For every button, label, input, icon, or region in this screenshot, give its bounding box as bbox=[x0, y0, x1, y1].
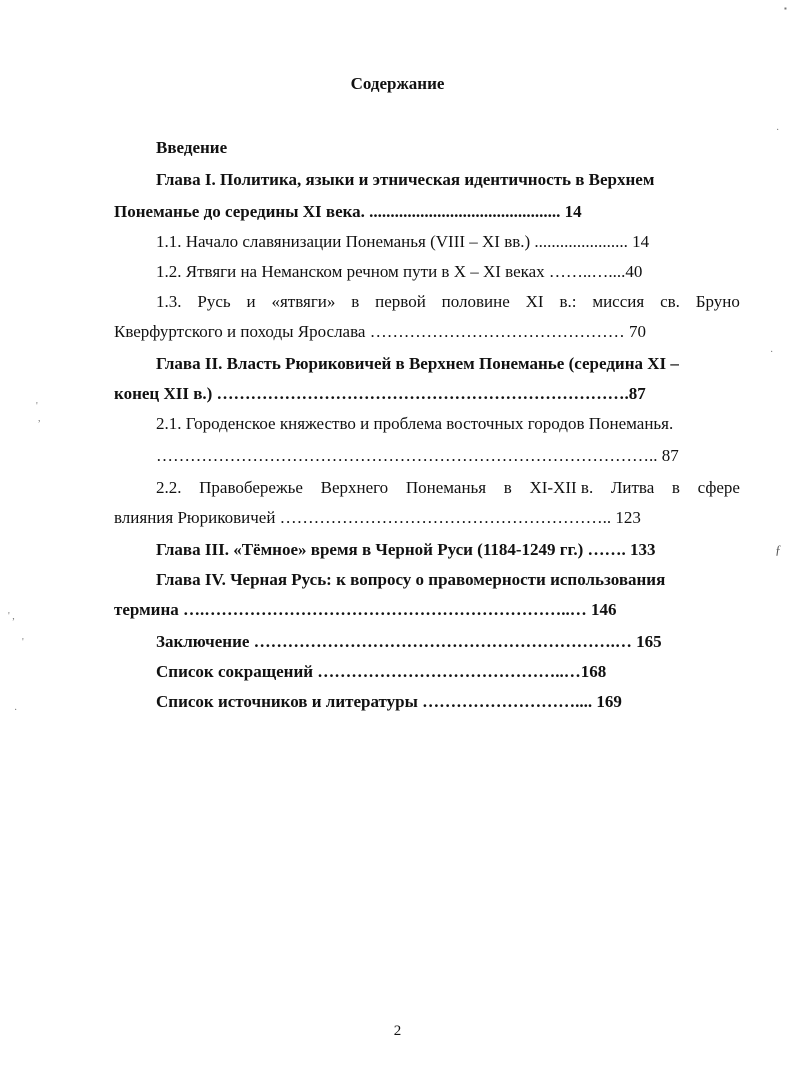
toc-conclusion: Заключение ……………………………………………………….… 165 bbox=[156, 632, 662, 651]
scan-speck: ' bbox=[22, 637, 24, 648]
word: в.: bbox=[559, 292, 577, 311]
word: Русь bbox=[197, 292, 231, 311]
word: в bbox=[671, 478, 680, 497]
toc-chapter-1-line-1: Глава I. Политика, языки и этническая идентичность в Верхнем bbox=[156, 170, 655, 189]
word: 2.2. bbox=[156, 478, 182, 497]
word: св. bbox=[660, 292, 680, 311]
scan-speck: · bbox=[14, 705, 18, 716]
toc-chapter-1-line-2: Понеманье до середины XI века. ............................................. 14 bbox=[114, 202, 582, 221]
toc-chapter-4-line-1: Глава IV. Черная Русь: к вопросу о правомерности использования bbox=[156, 570, 666, 589]
word: Верхнего bbox=[320, 478, 389, 497]
page-number: 2 bbox=[393, 1023, 402, 1039]
word: Правобережье bbox=[199, 478, 303, 497]
toc-chapter-3: Глава III. «Тёмное» время в Черной Руси (1184-1249 гг.) ……. 133 bbox=[156, 540, 656, 559]
toc-chapter-4-line-2: термина ….………………………………………………………..… 146 bbox=[114, 600, 617, 619]
page-title: Содержание bbox=[350, 74, 445, 93]
word: «ятвяги» bbox=[271, 292, 336, 311]
scan-corner-mark: ▪ bbox=[784, 4, 787, 13]
word: в bbox=[503, 478, 512, 497]
word: Бруно bbox=[695, 292, 740, 311]
scan-speck: · bbox=[776, 125, 780, 136]
word: Литва bbox=[610, 478, 655, 497]
scan-speck: ' bbox=[36, 401, 38, 412]
toc-chapter-2-line-2: конец XII в.) ……………………………………………………………….87 bbox=[114, 384, 646, 403]
scan-speck: · bbox=[770, 347, 774, 358]
toc-section-1-3-line-2: Кверфуртского и походы Ярослава ……………………………………… 70 bbox=[114, 322, 646, 341]
scan-speck: ƒ bbox=[775, 542, 782, 557]
toc-intro: Введение bbox=[156, 138, 228, 157]
toc-chapter-2-line-1: Глава II. Власть Рюриковичей в Верхнем Понеманье (середина XI – bbox=[156, 354, 679, 373]
word: сфере bbox=[697, 478, 740, 497]
toc-sources: Список источников и литературы ……………………….... 169 bbox=[156, 692, 622, 711]
toc-abbreviations: Список сокращений ……………………………………..…168 bbox=[156, 662, 607, 681]
scan-speck: , bbox=[38, 413, 41, 424]
word: первой bbox=[375, 292, 426, 311]
word: 1.3. bbox=[156, 292, 182, 311]
word: миссия bbox=[592, 292, 645, 311]
toc-section-1-3-line-1 bbox=[156, 292, 740, 312]
scan-speck: ' , bbox=[8, 611, 15, 622]
toc-section-2-1-line-2: …………………………………………………………………………….. 87 bbox=[156, 446, 679, 465]
toc-section-2-1-line-1: 2.1. Городенское княжество и проблема восточных городов Понеманья. bbox=[156, 414, 674, 433]
word: XI bbox=[525, 292, 544, 311]
word: в bbox=[351, 292, 360, 311]
word: XI-XII в. bbox=[529, 478, 594, 497]
toc-section-1-2: 1.2. Ятвяги на Неманском речном пути в X – XI веках ……..…....40 bbox=[156, 262, 643, 281]
toc-section-2-2-line-2: влияния Рюриковичей ………………………………………………….. 123 bbox=[114, 508, 641, 527]
word: и bbox=[246, 292, 256, 311]
word: половине bbox=[441, 292, 510, 311]
toc-section-1-1: 1.1. Начало славянизации Понеманья (VIII – XI вв.) ...................... 14 bbox=[156, 232, 650, 251]
toc-section-2-2-line-1 bbox=[156, 478, 740, 498]
word: Понеманья bbox=[405, 478, 487, 497]
